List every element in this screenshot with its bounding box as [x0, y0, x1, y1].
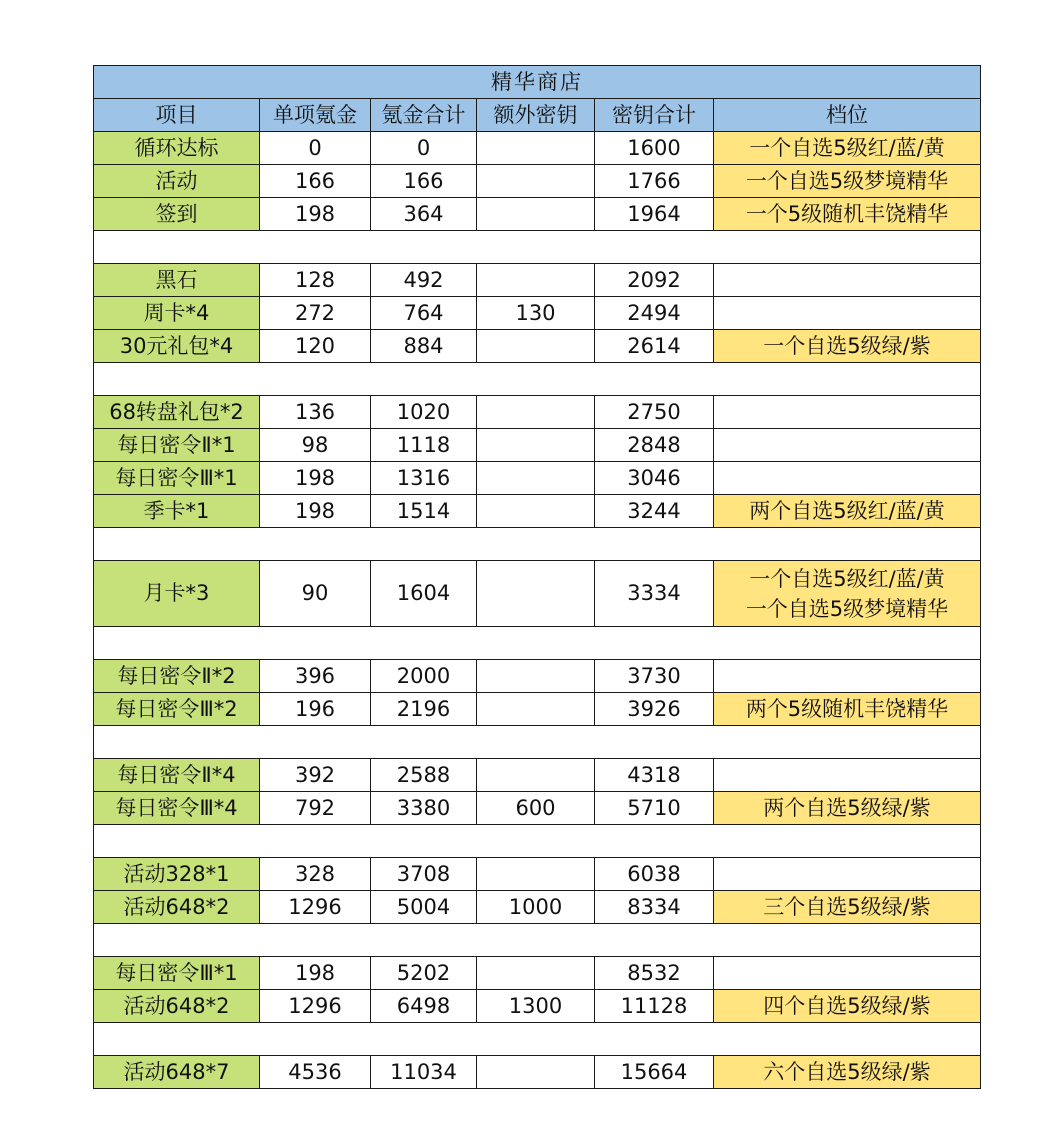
table-title: 精华商店	[94, 66, 981, 99]
spacer-row	[94, 825, 981, 858]
tier-cell	[714, 165, 981, 198]
item-cell: 68转盘礼包*2	[94, 396, 260, 429]
spacer-cell	[94, 825, 981, 858]
total-spend-cell: 3380	[371, 792, 477, 825]
header-total-spend: 氪金合计	[371, 99, 477, 132]
single-spend-cell: 166	[260, 165, 371, 198]
table-row	[94, 561, 981, 627]
spacer-cell	[94, 924, 981, 957]
total-spend-cell: 364	[371, 198, 477, 231]
item-cell: 每日密令Ⅲ*1	[94, 957, 260, 990]
single-spend-cell: 198	[260, 462, 371, 495]
tier-cell	[714, 396, 981, 429]
total-spend-cell: 5004	[371, 891, 477, 924]
table-row	[94, 396, 981, 429]
tier-cell	[714, 297, 981, 330]
single-spend-cell: 272	[260, 297, 371, 330]
extra-keys-cell: 600	[477, 792, 595, 825]
tier-cell	[714, 264, 981, 297]
item-cell: 每日密令Ⅲ*2	[94, 693, 260, 726]
total-spend-cell: 166	[371, 165, 477, 198]
spacer-row	[94, 528, 981, 561]
extra-keys-cell	[477, 198, 595, 231]
key-total-cell: 15664	[595, 1056, 714, 1089]
spacer-cell	[94, 726, 981, 759]
header-item: 项目	[94, 99, 260, 132]
tier-text: 两个自选5级绿/紫	[763, 796, 931, 820]
tier-text: 两个5级随机丰饶精华	[745, 697, 949, 721]
key-total-cell: 5710	[595, 792, 714, 825]
single-spend-cell: 120	[260, 330, 371, 363]
extra-keys-cell	[477, 132, 595, 165]
tier-text: 三个自选5级绿/紫	[763, 895, 931, 919]
spacer-row	[94, 1023, 981, 1056]
header-single-spend: 单项氪金	[260, 99, 371, 132]
extra-keys-cell	[477, 759, 595, 792]
single-spend-cell: 136	[260, 396, 371, 429]
tier-text: 六个自选5级绿/紫	[763, 1060, 931, 1084]
total-spend-cell: 1020	[371, 396, 477, 429]
table-row	[94, 297, 981, 330]
item-cell: 每日密令Ⅱ*1	[94, 429, 260, 462]
single-spend-cell: 1296	[260, 990, 371, 1023]
total-spend-cell: 2588	[371, 759, 477, 792]
table-row	[94, 198, 981, 231]
key-total-cell: 3046	[595, 462, 714, 495]
tier-text: 一个自选5级梦境精华	[745, 596, 949, 621]
tier-text: 两个自选5级红/蓝/黄	[749, 499, 945, 523]
tier-cell	[714, 132, 981, 165]
item-cell: 活动648*7	[94, 1056, 260, 1089]
header-extra-keys: 额外密钥	[477, 99, 595, 132]
key-total-cell: 1600	[595, 132, 714, 165]
item-cell: 每日密令Ⅱ*4	[94, 759, 260, 792]
single-spend-cell: 0	[260, 132, 371, 165]
tier-cell	[714, 990, 981, 1023]
total-spend-cell: 3708	[371, 858, 477, 891]
key-total-cell: 1964	[595, 198, 714, 231]
item-cell: 签到	[94, 198, 260, 231]
total-spend-cell: 492	[371, 264, 477, 297]
item-cell: 周卡*4	[94, 297, 260, 330]
table-row	[94, 132, 981, 165]
spacer-cell	[94, 528, 981, 561]
tier-text: 一个自选5级红/蓝/黄	[749, 136, 945, 160]
tier-cell	[714, 561, 981, 627]
tier-cell	[714, 891, 981, 924]
extra-keys-cell	[477, 264, 595, 297]
single-spend-cell: 198	[260, 198, 371, 231]
single-spend-cell: 1296	[260, 891, 371, 924]
single-spend-cell: 792	[260, 792, 371, 825]
table-row	[94, 957, 981, 990]
spacer-cell	[94, 231, 981, 264]
tier-cell	[714, 1056, 981, 1089]
extra-keys-cell	[477, 396, 595, 429]
table-row	[94, 990, 981, 1023]
item-cell: 每日密令Ⅲ*1	[94, 462, 260, 495]
table-row	[94, 264, 981, 297]
spacer-row	[94, 726, 981, 759]
key-total-cell: 2614	[595, 330, 714, 363]
single-spend-cell: 198	[260, 957, 371, 990]
total-spend-cell: 1118	[371, 429, 477, 462]
extra-keys-cell	[477, 561, 595, 627]
tier-cell	[714, 858, 981, 891]
item-cell: 活动328*1	[94, 858, 260, 891]
extra-keys-cell	[477, 660, 595, 693]
item-cell: 每日密令Ⅲ*4	[94, 792, 260, 825]
tier-cell	[714, 660, 981, 693]
extra-keys-cell	[477, 495, 595, 528]
table-row	[94, 792, 981, 825]
single-spend-cell: 392	[260, 759, 371, 792]
table-row	[94, 1056, 981, 1089]
spacer-row	[94, 231, 981, 264]
table-row	[94, 429, 981, 462]
tier-text: 一个自选5级红/蓝/黄	[749, 566, 945, 591]
tier-cell	[714, 330, 981, 363]
total-spend-cell: 884	[371, 330, 477, 363]
spacer-cell	[94, 1023, 981, 1056]
spacer-row	[94, 363, 981, 396]
shop-table	[93, 65, 981, 1089]
header-key-total: 密钥合计	[595, 99, 714, 132]
tier-cell	[714, 759, 981, 792]
total-spend-cell: 1316	[371, 462, 477, 495]
extra-keys-cell	[477, 462, 595, 495]
table-row	[94, 462, 981, 495]
table-row	[94, 858, 981, 891]
total-spend-cell: 1604	[371, 561, 477, 627]
total-spend-cell: 5202	[371, 957, 477, 990]
total-spend-cell: 2196	[371, 693, 477, 726]
extra-keys-cell	[477, 330, 595, 363]
tier-cell	[714, 462, 981, 495]
key-total-cell: 3730	[595, 660, 714, 693]
total-spend-cell: 11034	[371, 1056, 477, 1089]
tier-cell	[714, 198, 981, 231]
spacer-cell	[94, 627, 981, 660]
item-cell: 每日密令Ⅱ*2	[94, 660, 260, 693]
total-spend-cell: 2000	[371, 660, 477, 693]
key-total-cell: 3926	[595, 693, 714, 726]
spacer-cell	[94, 363, 981, 396]
tier-cell	[714, 792, 981, 825]
key-total-cell: 6038	[595, 858, 714, 891]
tier-cell	[714, 693, 981, 726]
total-spend-cell: 764	[371, 297, 477, 330]
extra-keys-cell	[477, 1056, 595, 1089]
table-row	[94, 891, 981, 924]
extra-keys-cell: 1000	[477, 891, 595, 924]
single-spend-cell: 396	[260, 660, 371, 693]
item-cell: 活动	[94, 165, 260, 198]
extra-keys-cell: 1300	[477, 990, 595, 1023]
single-spend-cell: 98	[260, 429, 371, 462]
single-spend-cell: 4536	[260, 1056, 371, 1089]
tier-cell	[714, 495, 981, 528]
table-row	[94, 330, 981, 363]
item-cell: 30元礼包*4	[94, 330, 260, 363]
key-total-cell: 3334	[595, 561, 714, 627]
item-cell: 黑石	[94, 264, 260, 297]
extra-keys-cell: 130	[477, 297, 595, 330]
total-spend-cell: 0	[371, 132, 477, 165]
key-total-cell: 4318	[595, 759, 714, 792]
single-spend-cell: 90	[260, 561, 371, 627]
extra-keys-cell	[477, 165, 595, 198]
table-row	[94, 759, 981, 792]
tier-text: 一个5级随机丰饶精华	[745, 202, 949, 226]
extra-keys-cell	[477, 957, 595, 990]
tier-cell	[714, 957, 981, 990]
table-row	[94, 660, 981, 693]
tier-text: 一个自选5级绿/紫	[763, 334, 931, 358]
header-tier: 档位	[714, 99, 981, 132]
key-total-cell: 2092	[595, 264, 714, 297]
key-total-cell: 8532	[595, 957, 714, 990]
extra-keys-cell	[477, 858, 595, 891]
table-row	[94, 495, 981, 528]
header-row	[94, 99, 981, 132]
key-total-cell: 2848	[595, 429, 714, 462]
total-spend-cell: 6498	[371, 990, 477, 1023]
key-total-cell: 1766	[595, 165, 714, 198]
key-total-cell: 11128	[595, 990, 714, 1023]
single-spend-cell: 328	[260, 858, 371, 891]
single-spend-cell: 196	[260, 693, 371, 726]
tier-cell	[714, 429, 981, 462]
key-total-cell: 3244	[595, 495, 714, 528]
item-cell: 活动648*2	[94, 891, 260, 924]
item-cell: 循环达标	[94, 132, 260, 165]
table-row	[94, 165, 981, 198]
item-cell: 活动648*2	[94, 990, 260, 1023]
item-cell: 季卡*1	[94, 495, 260, 528]
item-cell: 月卡*3	[94, 561, 260, 627]
spacer-row	[94, 627, 981, 660]
table-row	[94, 693, 981, 726]
extra-keys-cell	[477, 693, 595, 726]
key-total-cell: 8334	[595, 891, 714, 924]
key-total-cell: 2750	[595, 396, 714, 429]
single-spend-cell: 198	[260, 495, 371, 528]
spacer-row	[94, 924, 981, 957]
total-spend-cell: 1514	[371, 495, 477, 528]
key-total-cell: 2494	[595, 297, 714, 330]
tier-text: 一个自选5级梦境精华	[745, 169, 949, 193]
tier-text: 四个自选5级绿/紫	[763, 994, 931, 1018]
single-spend-cell: 128	[260, 264, 371, 297]
extra-keys-cell	[477, 429, 595, 462]
